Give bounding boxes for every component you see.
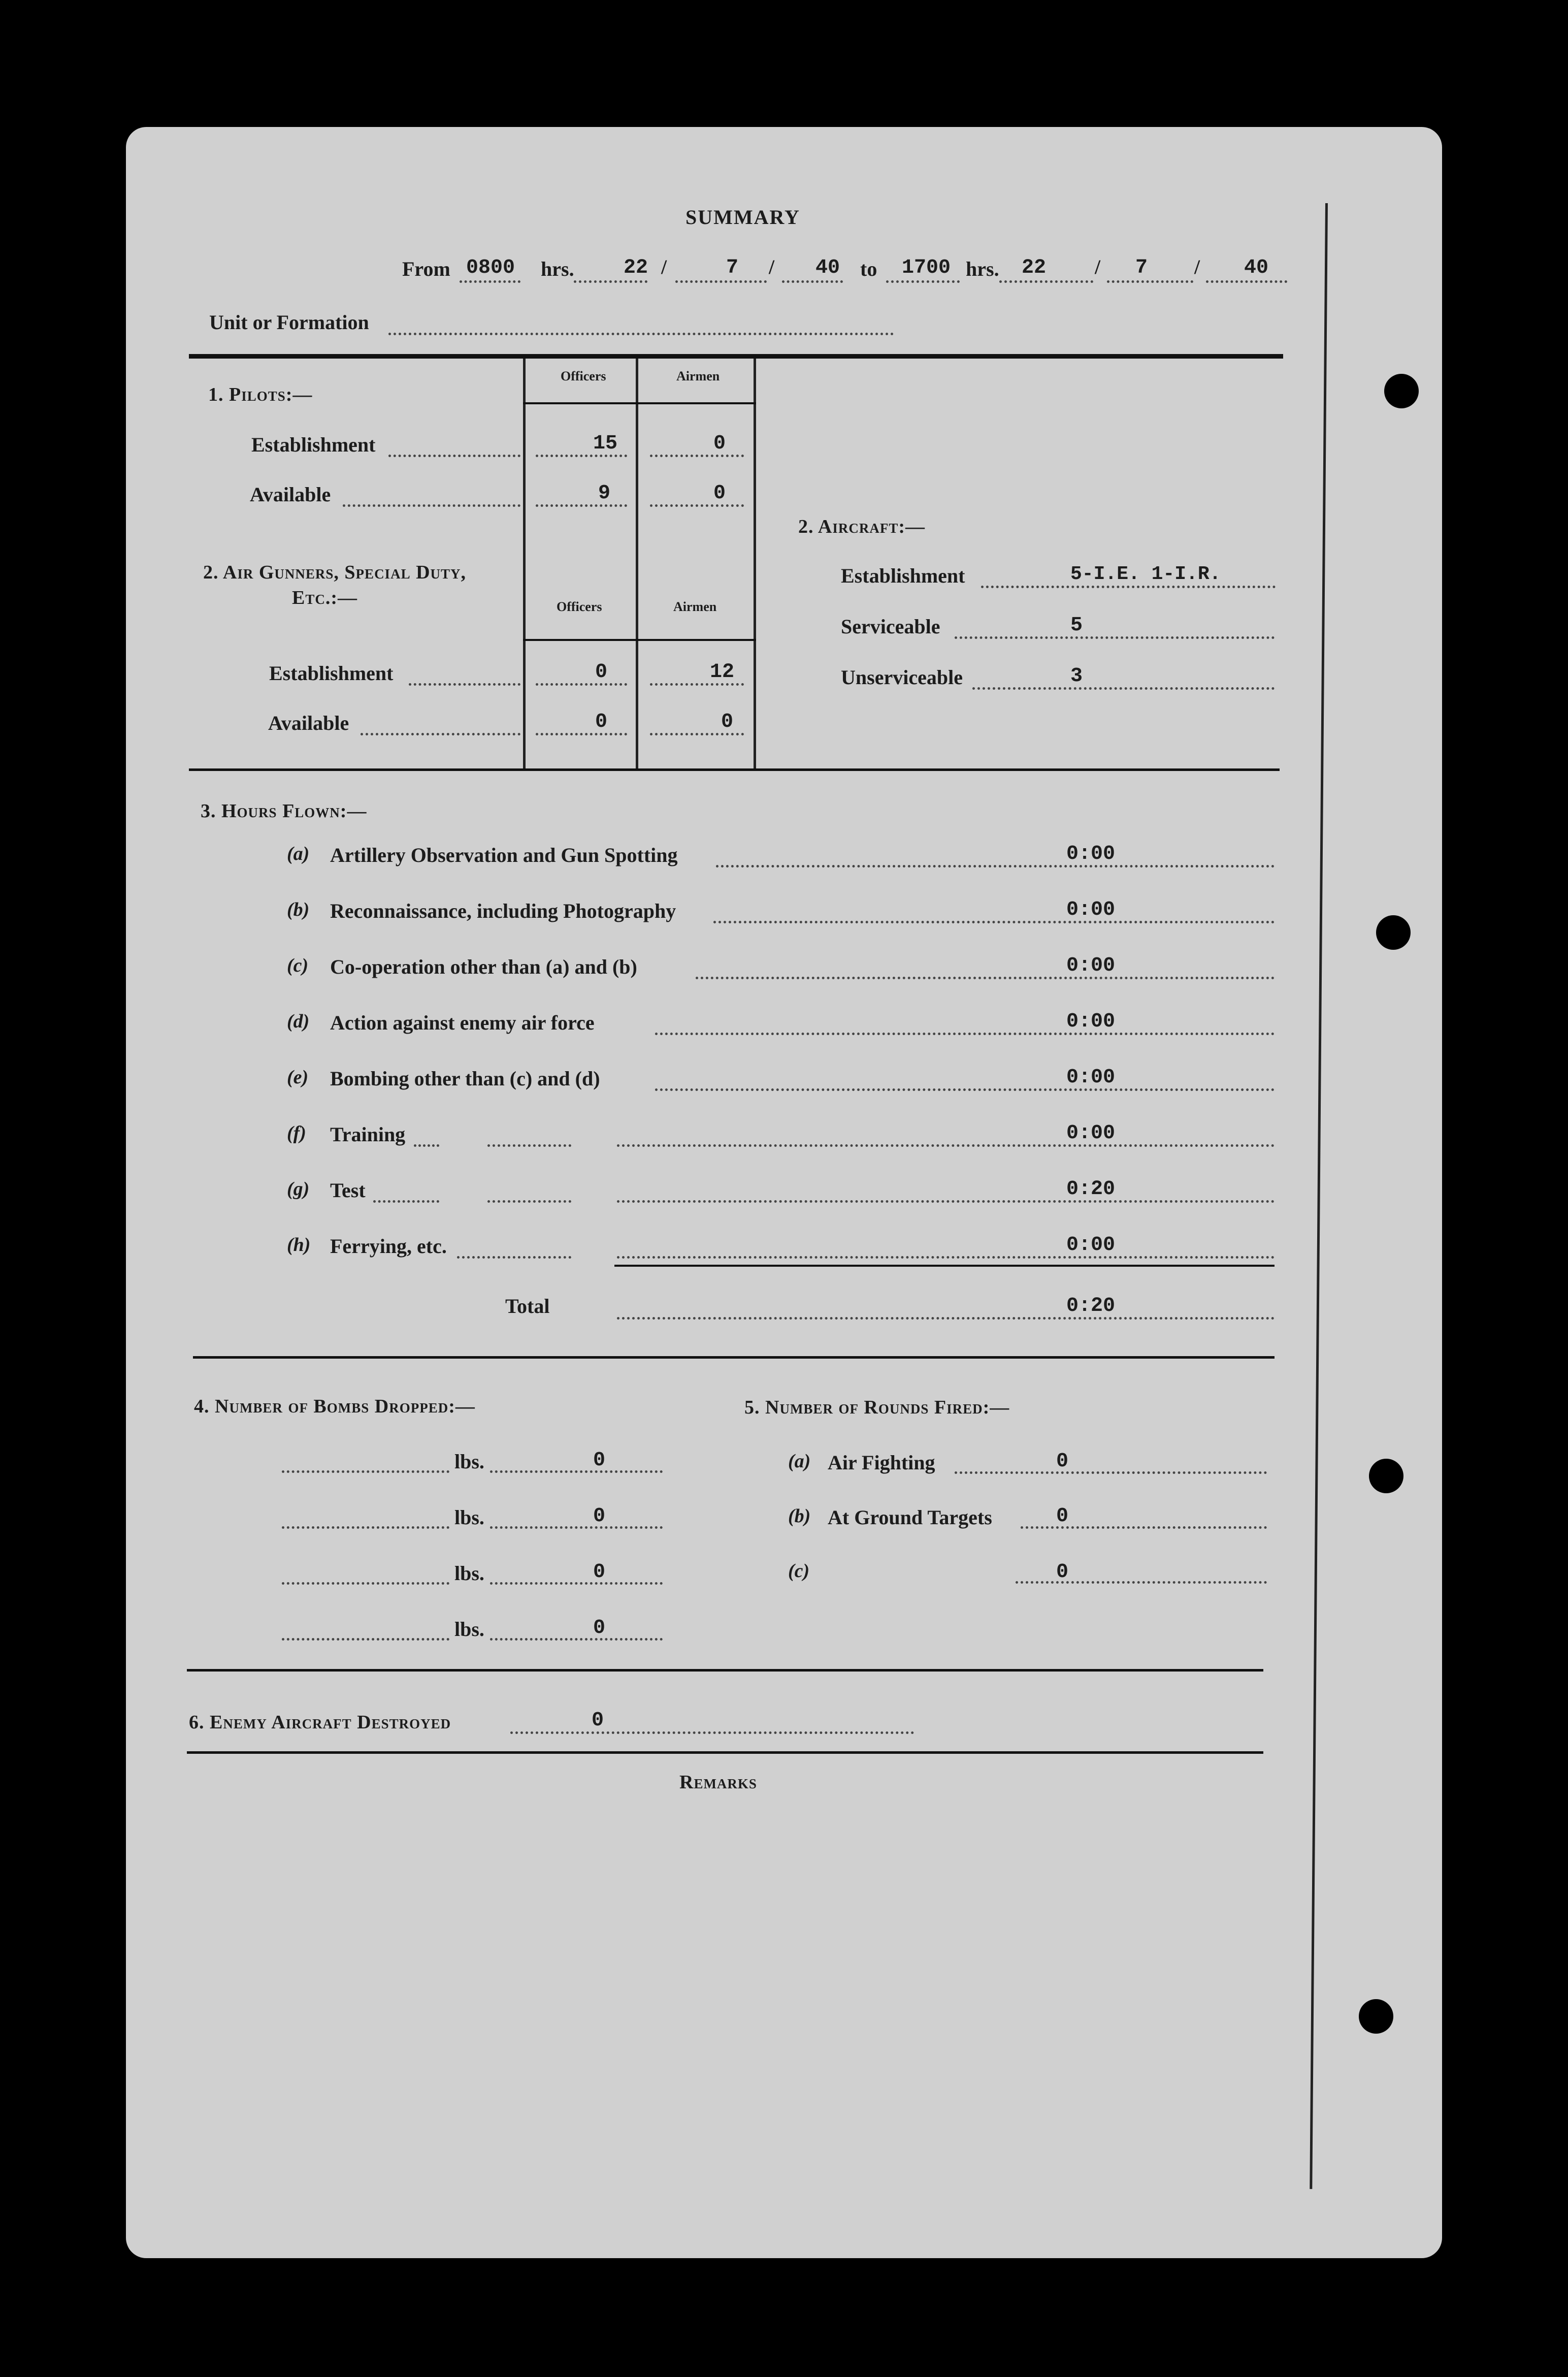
dotted-line	[460, 280, 520, 283]
gunners-heading: 2. Air Gunners, Special Duty,	[203, 562, 467, 583]
dotted-line	[490, 1582, 663, 1585]
section-divider	[187, 1751, 1263, 1754]
dotted-line	[282, 1638, 449, 1641]
to-time: 1700	[902, 256, 951, 279]
pilots-establishment-officers: 15	[593, 432, 618, 455]
dotted-line	[457, 1256, 571, 1259]
dotted-line	[490, 1470, 663, 1473]
to-year: 40	[1244, 256, 1269, 279]
dotted-line	[487, 1200, 571, 1203]
dotted-line	[617, 1144, 1275, 1147]
hrs-label: hrs.	[541, 258, 574, 280]
dotted-line	[510, 1731, 914, 1734]
aircraft-establishment-value: 5-I.E. 1-I.R.	[1070, 563, 1221, 585]
pilots-available-airmen: 0	[713, 482, 726, 505]
aircraft-unserviceable-value: 3	[1070, 665, 1083, 688]
hours-letter-a: (a)	[287, 843, 310, 864]
hours-label-g: Test	[330, 1179, 366, 1202]
hours-letter-b: (b)	[287, 899, 310, 920]
rounds-label-a: Air Fighting	[828, 1451, 935, 1474]
dotted-line	[343, 504, 520, 507]
hours-value-g: 0:20	[1066, 1178, 1116, 1201]
dotted-line	[282, 1582, 449, 1585]
dotted-line	[490, 1526, 663, 1529]
table-column-line	[523, 359, 526, 770]
total-rule	[614, 1265, 1275, 1267]
table-header-rule	[523, 639, 756, 641]
dotted-line	[617, 1317, 1275, 1320]
dotted-line	[972, 687, 1275, 690]
dotted-line	[282, 1526, 449, 1529]
hours-value-e: 0:00	[1066, 1066, 1116, 1089]
dotted-line	[716, 865, 1275, 868]
dotted-line	[361, 733, 520, 735]
rounds-label-b: At Ground Targets	[828, 1506, 992, 1529]
pilots-heading: 1. Pilots:—	[208, 384, 313, 405]
dotted-line	[388, 455, 520, 457]
table-column-line	[754, 359, 756, 770]
punch-hole	[1376, 915, 1411, 950]
remarks-heading: Remarks	[679, 1772, 757, 1793]
dotted-line	[536, 683, 627, 686]
dotted-line	[886, 280, 960, 283]
dotted-line	[414, 1144, 439, 1147]
hours-heading: 3. Hours Flown:—	[201, 800, 367, 822]
from-year: 40	[815, 256, 840, 279]
aircraft-heading: 2. Aircraft:—	[798, 516, 926, 537]
table-header-rule	[523, 402, 756, 404]
unit-label: Unit or Formation	[209, 311, 369, 334]
from-day: 22	[624, 256, 648, 279]
enemy-value: 0	[592, 1709, 604, 1732]
dotted-line	[617, 1200, 1275, 1203]
bombs-value-3: 0	[593, 1561, 606, 1584]
rounds-letter-a: (a)	[788, 1451, 811, 1472]
dotted-line	[1107, 280, 1193, 283]
hours-total-label: Total	[505, 1295, 550, 1318]
hours-label-a: Artillery Observation and Gun Spotting	[330, 844, 678, 866]
gunners-establishment-officers: 0	[595, 661, 608, 684]
hours-label-h: Ferrying, etc.	[330, 1235, 447, 1258]
dotted-line	[490, 1638, 663, 1641]
aircraft-establishment-label: Establishment	[841, 564, 965, 587]
dotted-line	[955, 1471, 1267, 1474]
dotted-line	[650, 455, 744, 457]
dotted-line	[487, 1144, 571, 1147]
dotted-line	[388, 333, 894, 335]
dotted-line	[536, 504, 627, 507]
bombs-unit: lbs.	[454, 1562, 484, 1585]
dotted-line	[713, 921, 1275, 923]
hours-letter-g: (g)	[287, 1178, 310, 1200]
dotted-line	[955, 636, 1275, 639]
gunners-establishment-airmen: 12	[710, 661, 735, 684]
from-month: 7	[726, 256, 739, 279]
gunners-heading-etc: Etc.:—	[292, 587, 358, 608]
hours-total-value: 0:20	[1066, 1295, 1116, 1318]
rounds-value-c: 0	[1056, 1561, 1069, 1584]
hours-value-d: 0:00	[1066, 1010, 1116, 1033]
punch-hole	[1384, 374, 1419, 408]
gunners-available-label: Available	[268, 712, 349, 734]
gunners-available-airmen: 0	[721, 711, 734, 733]
hours-value-h: 0:00	[1066, 1234, 1116, 1257]
dotted-line	[675, 280, 767, 283]
hours-label-f: Training	[330, 1123, 406, 1146]
bombs-value-4: 0	[593, 1617, 606, 1640]
pilots-available-label: Available	[250, 483, 331, 506]
dotted-line	[1016, 1581, 1267, 1584]
table-column-line	[636, 359, 638, 770]
section-divider	[189, 768, 1280, 771]
dotted-line	[981, 586, 1276, 588]
gunners-available-officers: 0	[595, 711, 608, 733]
hours-value-a: 0:00	[1066, 843, 1116, 865]
to-month: 7	[1135, 256, 1148, 279]
hours-letter-d: (d)	[287, 1011, 310, 1032]
rounds-letter-c: (c)	[788, 1560, 810, 1582]
bombs-unit: lbs.	[454, 1450, 484, 1473]
hours-letter-h: (h)	[287, 1234, 311, 1256]
dotted-line	[373, 1200, 439, 1203]
col-airmen-header: Airmen	[676, 369, 720, 383]
hrs-label: hrs.	[966, 258, 999, 280]
dotted-line	[655, 1088, 1275, 1091]
hours-label-b: Reconnaissance, including Photography	[330, 900, 676, 922]
dotted-line	[536, 733, 627, 735]
rounds-value-b: 0	[1056, 1505, 1069, 1528]
punch-hole	[1359, 1999, 1393, 2034]
hours-letter-e: (e)	[287, 1067, 309, 1088]
col-officers-header: Officers	[557, 599, 602, 614]
col-officers-header: Officers	[561, 369, 606, 383]
section-divider	[187, 1669, 1263, 1672]
dotted-line	[1206, 280, 1287, 283]
dotted-line	[282, 1470, 449, 1473]
hours-value-f: 0:00	[1066, 1122, 1116, 1145]
pilots-establishment-airmen: 0	[713, 432, 726, 455]
section-divider	[193, 1356, 1275, 1359]
hours-value-b: 0:00	[1066, 898, 1116, 921]
date-separator: /	[1194, 255, 1200, 278]
rounds-heading: 5. Number of Rounds Fired:—	[744, 1397, 1010, 1418]
dotted-line	[782, 280, 843, 283]
date-separator: /	[1095, 255, 1101, 278]
hours-value-c: 0:00	[1066, 954, 1116, 977]
hours-label-c: Co-operation other than (a) and (b)	[330, 955, 637, 978]
dotted-line	[655, 1033, 1275, 1035]
section-divider	[189, 354, 1283, 359]
punch-hole	[1369, 1459, 1403, 1493]
pilots-establishment-label: Establishment	[251, 433, 376, 456]
dotted-line	[999, 280, 1093, 283]
dotted-line	[696, 977, 1275, 979]
hours-letter-f: (f)	[287, 1122, 306, 1144]
dotted-line	[650, 504, 744, 507]
rounds-letter-b: (b)	[788, 1505, 811, 1527]
dotted-line	[617, 1256, 1275, 1259]
page-title: SUMMARY	[685, 206, 800, 229]
to-day: 22	[1022, 256, 1047, 279]
aircraft-serviceable-label: Serviceable	[841, 615, 940, 638]
hours-label-e: Bombing other than (c) and (d)	[330, 1067, 600, 1090]
dotted-line	[574, 280, 647, 283]
aircraft-serviceable-value: 5	[1070, 614, 1083, 637]
bombs-value-2: 0	[593, 1505, 606, 1528]
bombs-value-1: 0	[593, 1449, 606, 1472]
date-separator: /	[769, 255, 775, 278]
hours-label-d: Action against enemy air force	[330, 1011, 595, 1034]
dotted-line	[409, 683, 520, 686]
bombs-unit: lbs.	[454, 1506, 484, 1529]
bombs-unit: lbs.	[454, 1618, 484, 1641]
hours-letter-c: (c)	[287, 955, 309, 976]
enemy-heading: 6. Enemy Aircraft Destroyed	[189, 1712, 451, 1733]
aircraft-unserviceable-label: Unserviceable	[841, 666, 963, 689]
col-airmen-header: Airmen	[673, 599, 717, 614]
from-time: 0800	[466, 256, 515, 279]
from-label: From	[402, 258, 450, 280]
to-label: to	[860, 258, 877, 280]
gunners-establishment-label: Establishment	[269, 662, 394, 685]
bombs-heading: 4. Number of Bombs Dropped:—	[194, 1396, 475, 1417]
rounds-value-a: 0	[1056, 1450, 1069, 1473]
pilots-available-officers: 9	[598, 482, 611, 505]
date-separator: /	[661, 255, 667, 278]
